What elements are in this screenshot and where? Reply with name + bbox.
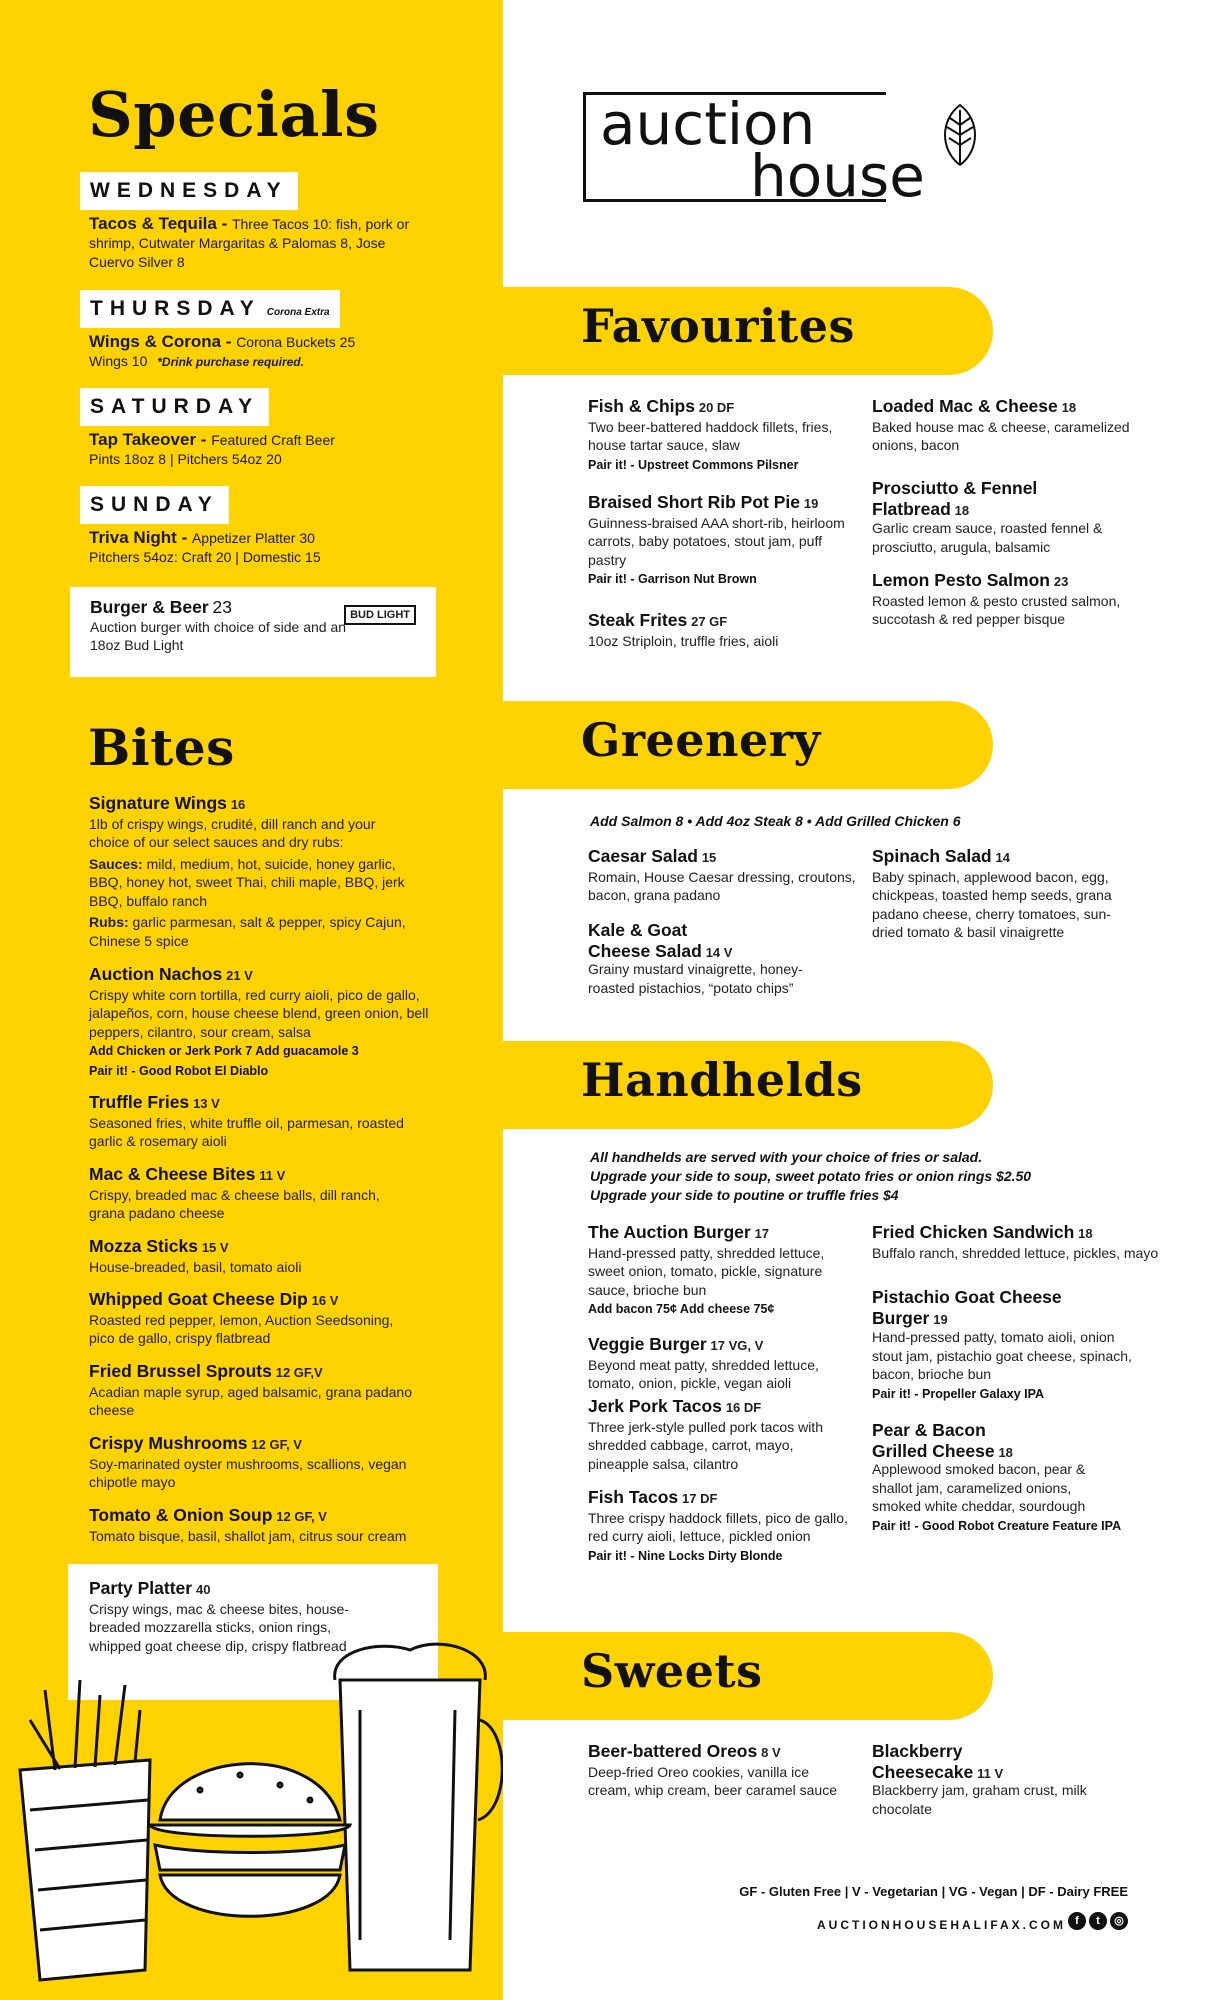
hand-pistachio-goat-desc (872, 1328, 1144, 1403)
item-tag: 16 DF (725, 1400, 762, 1415)
item-name: Pistachio Goat Cheese Burger (872, 1287, 1062, 1328)
item-name: Caesar Salad (588, 846, 698, 866)
twitter-icon[interactable]: t (1089, 1912, 1107, 1930)
sauces-list: mild, medium, hot, suicide, honey garlic, BBQ, honey hot, sweet Thai, chili maple, BBQ, jerk BBQ, buffalo ranch (89, 855, 405, 909)
item-tag: 13 V (193, 1096, 220, 1111)
item-name: Crispy Mushrooms (89, 1433, 248, 1453)
day-label: THURSDAY (90, 297, 261, 320)
special-desc: Corona Buckets 25 (236, 334, 356, 350)
special-desc: Featured Craft Beer (211, 432, 335, 448)
item-name: Mac & Cheese Bites (89, 1164, 256, 1184)
item-tag: 40 (196, 1582, 211, 1597)
hand-pear-bacon-desc (872, 1460, 1122, 1535)
green-kale-goat-title (588, 920, 738, 962)
fav-loaded-mac-cheese (872, 396, 1142, 455)
item-name: Party Platter (89, 1578, 193, 1598)
handhelds-note-3: Upgrade your side to poutine or truffle fries $4 (590, 1187, 899, 1203)
item-tag: 15 (701, 850, 717, 865)
handhelds-title: Handhelds (581, 1053, 863, 1107)
item-tag: 17 DF (682, 1491, 718, 1506)
food-illustration (0, 1640, 503, 2000)
auction-house-logo (600, 90, 925, 210)
favourites-header (503, 287, 993, 375)
special-name: Triva Night - (89, 528, 192, 547)
item-name: Mozza Sticks (89, 1236, 198, 1256)
item-name: Whipped Goat Cheese Dip (89, 1289, 308, 1309)
item-desc: Romain, House Caesar dressing, croutons, bacon, grana padano (588, 868, 856, 903)
logo-line2: house (750, 142, 925, 210)
item-desc: Buffalo ranch, shredded lettuce, pickles, mayo (872, 1244, 1159, 1261)
special-line2: Wings 10 (89, 353, 148, 369)
item-desc: Tomato bisque, basil, shallot jam, citrus sour cream (89, 1527, 407, 1544)
specials-title: Specials (88, 78, 380, 151)
item-desc: Applewood smoked bacon, pear & shallot jam, caramelized onions, smoked white cheddar, sourdough (872, 1461, 1086, 1514)
special-name: Tap Takeover - (89, 430, 212, 449)
item-desc: Three jerk-style pulled pork tacos with shredded cabbage, carrot, mayo, pineapple salsa, cilantro (588, 1418, 823, 1472)
item-tag: 18 (998, 1444, 1013, 1460)
item-name: Loaded Mac & Cheese (872, 396, 1058, 416)
fav-fish-chips (588, 396, 858, 474)
item-tag: 8 V (761, 1745, 781, 1760)
hand-jerk-pork-tacos (588, 1396, 858, 1473)
green-spinach-salad (872, 846, 1142, 942)
hand-veggie-burger (588, 1334, 858, 1393)
handhelds-notes (590, 1148, 1150, 1205)
fav-steak-frites (588, 610, 858, 650)
item-desc: 10oz Striploin, truffle fries, aioli (588, 632, 779, 649)
item-price: 23 (212, 597, 233, 617)
hand-pear-bacon-title (872, 1420, 1042, 1462)
item-name: Signature Wings (89, 793, 227, 813)
social-icons (1068, 1912, 1128, 1930)
special-saturday (89, 430, 429, 469)
item-name: Fish & Chips (588, 396, 695, 416)
item-tag: 12 GF, V (251, 1437, 302, 1452)
item-desc: Baby spinach, applewood bacon, egg, chickpeas, toasted hemp seeds, grana padano cheese, cherry tomatoes, sun-dried tomato & basil vinaigrette (872, 868, 1112, 940)
fav-lemon-pesto-salmon (872, 570, 1142, 629)
bite-tomato-onion-soup (89, 1505, 439, 1545)
item-name: Burger & Beer (90, 597, 209, 617)
item-name: Auction Nachos (89, 964, 223, 984)
item-tag: 17 (754, 1226, 770, 1241)
item-tag: 20 DF (698, 400, 735, 415)
corona-logo: Corona Extra (266, 307, 330, 318)
burger-beer-item (90, 597, 350, 655)
bite-auction-nachos (89, 964, 429, 1080)
handhelds-note-2: Upgrade your side to soup, sweet potato fries or onion rings $2.50 (590, 1168, 1032, 1184)
item-desc: Deep-fried Oreo cookies, vanilla ice cream, whip cream, beer caramel sauce (588, 1763, 837, 1798)
item-tag: 19 (933, 1311, 948, 1327)
sweets-title: Sweets (581, 1644, 763, 1698)
bite-fried-brussel-sprouts (89, 1361, 419, 1420)
item-pair: Pair it! - Upstreet Commons Pilsner (588, 457, 799, 472)
item-tag: 16 (230, 797, 246, 812)
bite-crispy-mushrooms (89, 1433, 419, 1492)
fav-prosciutto-flatbread-desc: Garlic cream sauce, roasted fennel & prosciutto, arugula, balsamic (872, 520, 1103, 555)
item-pair: Pair it! - Good Robot Creature Feature IPA (872, 1518, 1122, 1533)
item-tag: 21 V (226, 968, 253, 983)
diet-legend: GF - Gluten Free | V - Vegetarian | VG - Vegan | DF - Dairy FREE (739, 1884, 1128, 1899)
item-desc: Roasted red pepper, lemon, Auction Seedsoning, pico de gallo, crispy flatbread (89, 1311, 394, 1346)
item-name: Fried Chicken Sandwich (872, 1222, 1075, 1242)
item-tag: 12 GF, V (276, 1509, 327, 1524)
hand-fried-chicken-sandwich (872, 1222, 1162, 1262)
item-desc: Hand-pressed patty, shredded lettuce, sweet onion, tomato, pickle, signature sauce, brioche bun (588, 1244, 825, 1298)
item-tag: 18 (1061, 400, 1077, 415)
item-name: Pear & Bacon Grilled Cheese (872, 1420, 995, 1461)
item-name: Braised Short Rib Pot Pie (588, 492, 800, 512)
item-desc: House-breaded, basil, tomato aioli (89, 1258, 302, 1275)
day-tag-wednesday: WEDNESDAY (80, 172, 298, 210)
bud-light-logo: BUD LIGHT (344, 605, 416, 625)
green-caesar-salad (588, 846, 858, 905)
logo-line1: auction (600, 90, 816, 158)
special-line2: Pints 18oz 8 | Pitchers 54oz 20 (89, 451, 282, 467)
hand-pistachio-goat-title (872, 1287, 1062, 1329)
item-tag: 14 (995, 850, 1010, 865)
rubs-label: Rubs: (89, 914, 129, 930)
item-tag: 14 V (705, 944, 733, 960)
item-name: Truffle Fries (89, 1092, 190, 1112)
item-desc: Guinness-braised AAA short-rib, heirloom carrots, baby potatoes, stout jam, puff pastry (588, 514, 845, 568)
item-tag: 11 V (977, 1765, 1004, 1781)
item-desc: Baked house mac & cheese, caramelized onions, bacon (872, 418, 1130, 453)
item-tag: 23 (1053, 574, 1069, 589)
item-desc: Three crispy haddock fillets, pico de gallo, red curry aioli, lettuce, pickled onion (588, 1509, 848, 1544)
green-kale-goat-desc: Grainy mustard vinaigrette, honey-roasted pistachios, “potato chips” (588, 961, 803, 996)
item-pair: Pair it! - Garrison Nut Brown (588, 572, 757, 586)
instagram-icon[interactable]: ◎ (1110, 1912, 1128, 1930)
special-note: *Drink purchase required. (157, 355, 304, 369)
sweet-blackberry-cheesecake-desc: Blackberry jam, graham crust, milk chocolate (872, 1782, 1087, 1817)
website-link[interactable]: AUCTIONHOUSEHALIFAX.COM (817, 1918, 1066, 1932)
item-tag: 18 (954, 502, 970, 518)
bite-mozza-sticks (89, 1236, 419, 1276)
item-name: Veggie Burger (588, 1334, 707, 1354)
facebook-icon[interactable]: f (1068, 1912, 1086, 1930)
item-tag: 19 (803, 496, 819, 511)
hand-fish-tacos (588, 1487, 858, 1565)
rubs-list: garlic parmesan, salt & pepper, spicy Cajun, Chinese 5 spice (89, 914, 406, 949)
item-name: Jerk Pork Tacos (588, 1396, 722, 1416)
item-desc: Beyond meat patty, shredded lettuce, tomato, onion, pickle, vegan aioli (588, 1356, 819, 1391)
day-tag-saturday: SATURDAY (80, 388, 269, 426)
special-thursday (89, 332, 429, 372)
special-desc: Three Tacos 10: fish, pork or shrimp, Cutwater Margaritas & Palomas 8, Jose Cuervo Silver 8 (89, 216, 410, 270)
item-name: Spinach Salad (872, 846, 992, 866)
sweets-header (503, 1632, 993, 1720)
special-line2: Pitchers 54oz: Craft 20 | Domestic 15 (89, 549, 321, 565)
item-name: Prosciutto & Fennel Flatbread (872, 478, 1038, 519)
special-desc: Appetizer Platter 30 (191, 530, 315, 546)
bite-truffle-fries (89, 1092, 419, 1151)
item-tag: 12 GF,V (275, 1365, 323, 1380)
day-tag-sunday: SUNDAY (80, 486, 229, 524)
bite-signature-wings (89, 793, 419, 950)
item-desc: 1lb of crispy wings, crudité, dill ranch and your choice of our select sauces and dry rubs: (89, 815, 376, 850)
item-desc: Acadian maple syrup, aged balsamic, grana padano cheese (89, 1383, 412, 1418)
item-name: Kale & Goat Cheese Salad (588, 920, 702, 961)
item-tag: 27 GF (691, 614, 728, 629)
bite-whipped-goat-cheese-dip (89, 1289, 419, 1348)
greenery-addons: Add Salmon 8 • Add 4oz Steak 8 • Add Grilled Chicken 6 (590, 813, 961, 829)
leaf-icon (935, 100, 985, 170)
bite-mac-cheese-bites (89, 1164, 419, 1223)
fav-short-rib-pot-pie (588, 492, 858, 589)
item-extra: Add bacon 75¢ Add cheese 75¢ (588, 1302, 775, 1316)
hand-auction-burger (588, 1222, 858, 1319)
item-name: Fish Tacos (588, 1487, 679, 1507)
item-tag: 17 VG, V (710, 1338, 764, 1353)
sweet-blackberry-cheesecake-title (872, 1741, 1022, 1783)
item-desc: Hand-pressed patty, tomato aioli, onion stout jam, pistachio goat cheese, spinach, bacon, brioche bun (872, 1329, 1132, 1382)
item-desc: Crispy, breaded mac & cheese balls, dill ranch, grana padano cheese (89, 1186, 380, 1221)
item-desc: Seasoned fries, white truffle oil, parmesan, roasted garlic & rosemary aioli (89, 1114, 404, 1149)
burger-beer-box (70, 587, 436, 677)
greenery-title: Greenery (581, 713, 821, 767)
item-name: Beer-battered Oreos (588, 1741, 758, 1761)
favourites-title: Favourites (581, 299, 855, 353)
greenery-header (503, 701, 993, 789)
item-pair: Pair it! - Good Robot El Diablo (89, 1063, 269, 1078)
sauces-label: Sauces: (89, 855, 143, 872)
item-desc: Auction burger with choice of side and an 18oz Bud Light (90, 618, 347, 653)
item-name: Tomato & Onion Soup (89, 1505, 273, 1525)
item-extra: Add Chicken or Jerk Pork 7 Add guacamole 3 (89, 1044, 359, 1058)
item-tag: 18 (1078, 1226, 1093, 1241)
special-name: Tacos & Tequila - (89, 214, 232, 233)
item-tag: 11 V (259, 1168, 286, 1183)
item-tag: 15 V (201, 1240, 229, 1255)
item-name: Fried Brussel Sprouts (89, 1361, 272, 1381)
handhelds-header (503, 1041, 993, 1129)
special-sunday (89, 528, 429, 567)
special-wednesday (89, 214, 429, 272)
special-name: Wings & Corona - (89, 332, 237, 351)
item-pair: Pair it! - Nine Locks Dirty Blonde (588, 1548, 783, 1563)
item-desc: Roasted lemon & pesto crusted salmon, succotash & red pepper bisque (872, 592, 1121, 627)
item-pair: Pair it! - Propeller Galaxy IPA (872, 1386, 1045, 1401)
item-desc: Crispy white corn tortilla, red curry aioli, pico de gallo, jalapeños, corn, house cheese blend, green onion, bell peppers, cilantro, sour cream, salsa (89, 986, 429, 1040)
handhelds-note-1: All handhelds are served with your choice of fries or salad. (590, 1149, 983, 1165)
item-name: Blackberry Cheesecake (872, 1741, 974, 1782)
sweet-beer-battered-oreos (588, 1741, 838, 1800)
fav-prosciutto-flatbread-title (872, 478, 1042, 520)
item-tag: 16 V (311, 1293, 339, 1308)
item-name: Steak Frites (588, 610, 688, 630)
item-desc: Two beer-battered haddock fillets, fries, house tartar sauce, slaw (588, 418, 833, 453)
day-tag-thursday (80, 290, 340, 328)
item-name: Lemon Pesto Salmon (872, 570, 1050, 590)
item-name: The Auction Burger (588, 1222, 751, 1242)
bites-title: Bites (88, 718, 235, 777)
item-desc: Crispy wings, mac & cheese bites, house-breaded mozzarella sticks, onion rings, whipped goat cheese dip, crispy flatbread (89, 1600, 349, 1654)
item-desc: Soy-marinated oyster mushrooms, scallions, vegan chipotle mayo (89, 1455, 407, 1490)
